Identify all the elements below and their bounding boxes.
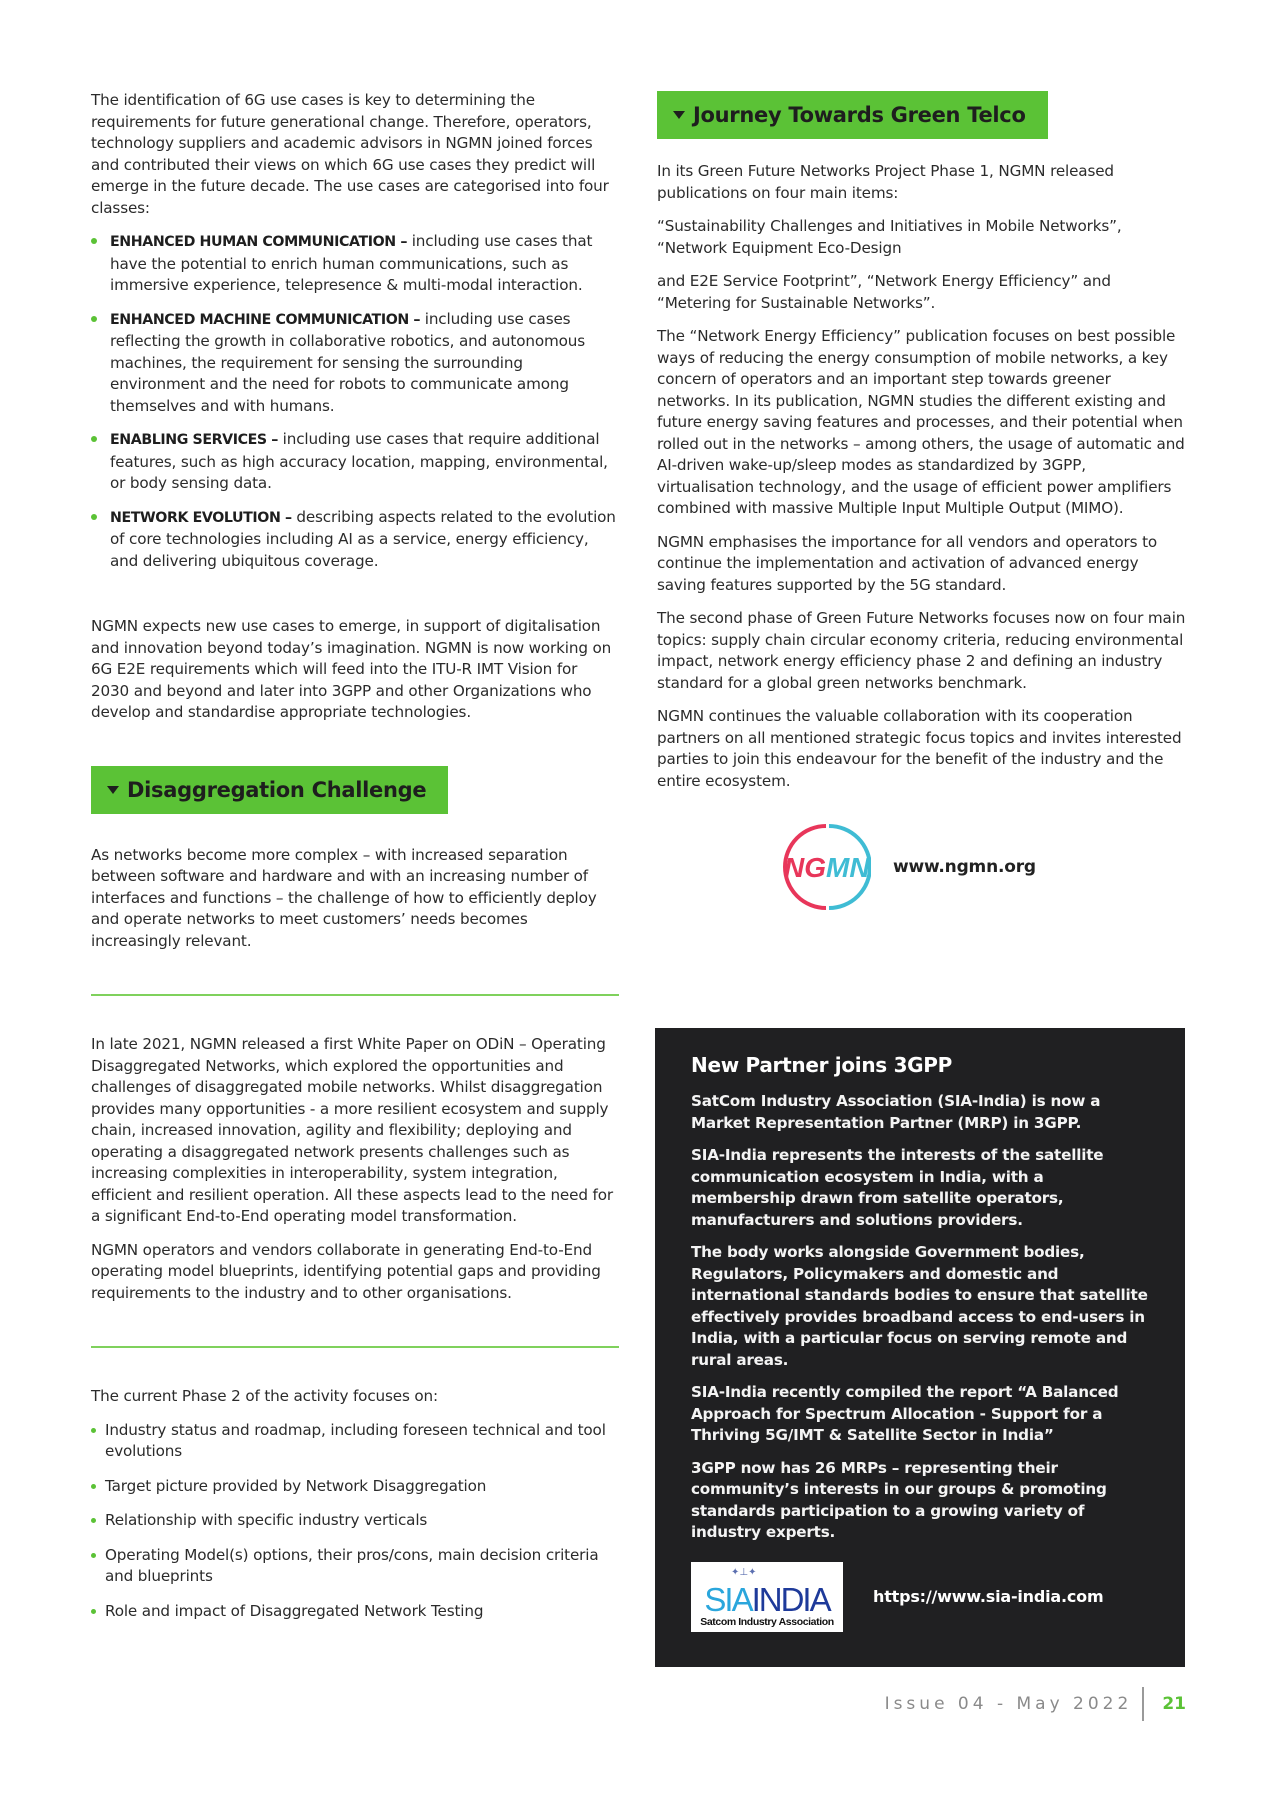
- partner-box: [655, 1028, 1185, 1667]
- caret-down-icon: [673, 111, 685, 119]
- disaggregation-intro: As networks become more complex – with increased separation between software and hardware and with an increasing number of interfaces and functions – the challenge of how to efficiently deploy and operate networks to meet customers’ needs becomes increasingly relevant.: [91, 845, 597, 950]
- list-item: Role and impact of Disaggregated Network Testing: [91, 1601, 619, 1623]
- bullet-icon: [91, 1518, 96, 1523]
- bullet-icon: [91, 238, 97, 244]
- partner-paragraph: The body works alongside Government bodies, Regulators, Policymakers and domestic and international standards bodies to ensure that satellite effectively provides broadband access to end-users in India, with a particular focus on serving remote and rural areas.: [691, 1243, 1148, 1369]
- ngmn-logo: [781, 822, 871, 912]
- green-telco-paragraph: NGMN emphasises the importance for all vendors and operators to continue the implementation and activation of advanced energy saving features supported by the 5G standard.: [657, 532, 1158, 594]
- satellite-icon: ✦⊥✦: [731, 1566, 757, 1578]
- list-item: NETWORK EVOLUTION – describing aspects related to the evolution of core technologies including AI as a service, energy efficiency, and delivering ubiquitous coverage.: [91, 507, 619, 573]
- bullet-icon: [91, 316, 97, 322]
- partner-paragraph: 3GPP now has 26 MRPs – representing their community’s interests in our groups & promoting standards participation to a growing variety of industry experts.: [691, 1458, 1107, 1541]
- phase2-intro: The current Phase 2 of the activity focuses on:: [91, 1387, 438, 1405]
- issue-label: Issue 04 - May 2022: [884, 1694, 1133, 1714]
- list-item: ENABLING SERVICES – including use cases that require additional features, such as high accuracy location, mapping, environmental, or body sensing data.: [91, 429, 619, 495]
- use-case-list: [91, 231, 619, 572]
- collaboration-paragraph: NGMN operators and vendors collaborate in generating End-to-End operating model blueprints, identifying potential gaps and providing requirements to the industry and to other organisations.: [91, 1240, 601, 1302]
- partner-paragraph: SIA-India represents the interests of the satellite communication ecosystem in India, with a membership drawn from satellite operators, manufacturers and solutions providers.: [691, 1146, 1104, 1229]
- ngmn-logo-icon: [781, 822, 871, 912]
- green-telco-paragraph: The second phase of Green Future Networks focuses now on four main topics: supply chain circular economy criteria, reducing environmental impact, network energy efficiency phase 2 and defining an industry standard for a global green networks benchmark.: [657, 609, 1186, 692]
- white-paper-paragraph: In late 2021, NGMN released a first White Paper on ODiN – Operating Disaggregated Networks, which explored the opportunities and challenges of disaggregated mobile networks. Whilst disaggregation provides many opportunities - a more resilient ecosystem and supply chain, increased innovation, agility and flexibility; deploying and operating a disaggregated network presents challenges such as increasing complexities in interoperability, system integration, efficient and resilient operation. All these aspects lead to the need for a significant End-to-End operating model transformation.: [91, 1035, 613, 1225]
- bullet-icon: [91, 1428, 96, 1433]
- section-heading-disaggregation: Disaggregation Challenge: [91, 766, 448, 814]
- page-number: 21: [1162, 1694, 1186, 1714]
- list-item: Relationship with specific industry verticals: [91, 1510, 619, 1532]
- phase2-list: [91, 1420, 619, 1623]
- intro-paragraph: The identification of 6G use cases is key to determining the requirements for future generational change. Therefore, operators, technology suppliers and academic advisors in NGMN joined forces and contributed their views on which 6G use cases they predict will emerge in the future decade. The use cases are categorised into four classes:: [91, 91, 609, 217]
- sia-logo-row: [691, 1562, 1151, 1632]
- page-footer: [885, 1687, 1186, 1721]
- partner-box-title: New Partner joins 3GPP: [691, 1053, 953, 1077]
- footer-divider: [1142, 1687, 1144, 1721]
- caret-down-icon: [107, 786, 119, 794]
- ngmn-logo-mn: MN: [826, 852, 870, 883]
- expectations-paragraph: NGMN expects new use cases to emerge, in support of digitalisation and innovation beyond today’s imagination. NGMN is now working on 6G E2E requirements which will feed into the ITU-R IMT Vision for 2030 and beyond and later into 3GPP and other Organizations who develop and standardise appropriate technologies.: [91, 617, 612, 721]
- bullet-icon: [91, 1609, 96, 1614]
- green-telco-paragraph: In its Green Future Networks Project Phase 1, NGMN released publications on four main items:: [657, 162, 1114, 202]
- ngmn-logo-ng: NG: [784, 852, 826, 883]
- partner-paragraph: SatCom Industry Association (SIA-India) is now a Market Representation Partner (MRP) in 3GPP.: [691, 1092, 1101, 1132]
- list-item: Operating Model(s) options, their pros/cons, main decision criteria and blueprints: [91, 1545, 619, 1588]
- right-column: [657, 91, 1187, 912]
- section-heading-green-telco: Journey Towards Green Telco: [657, 91, 1048, 139]
- green-telco-paragraph: and E2E Service Footprint”, “Network Energy Efficiency” and “Metering for Sustainable Networks”.: [657, 272, 1111, 312]
- green-telco-paragraph: “Sustainability Challenges and Initiatives in Mobile Networks”, “Network Equipment Eco-Design: [657, 217, 1122, 257]
- list-item: ENHANCED MACHINE COMMUNICATION – including use cases reflecting the growth in collaborative robotics, and autonomous machines, the requirement for sensing the surrounding environment and the need for robots to communicate among themselves and with humans.: [91, 309, 619, 418]
- bullet-icon: [91, 436, 97, 442]
- left-column: [91, 90, 619, 1635]
- list-item: ENHANCED HUMAN COMMUNICATION – including use cases that have the potential to enrich human communications, such as immersive experience, telepresence & multi-modal interaction.: [91, 231, 619, 297]
- partner-paragraph: SIA-India recently compiled the report “A Balanced Approach for Spectrum Allocation - Support for a Thriving 5G/IMT & Satellite Sector in India”: [691, 1383, 1119, 1444]
- sia-website-link[interactable]: https://www.sia-india.com: [873, 1587, 1104, 1606]
- bullet-icon: [91, 1484, 96, 1489]
- ngmn-logo-row: [781, 822, 1187, 912]
- bullet-icon: [91, 514, 97, 520]
- bullet-icon: [91, 1553, 96, 1558]
- green-telco-paragraph: The “Network Energy Efficiency” publication focuses on best possible ways of reducing the energy consumption of mobile networks, a key concern of operators and an important step towards greener networks. In its publication, NGMN studies the different existing and future energy saving features and processes, and their potential when rolled out in the networks – among others, the usage of automatic and AI-driven wake-up/sleep modes as standardized by 3GPP, virtualisation technology, and the usage of efficient power amplifiers combined with massive Multiple Input Multiple Output (MIMO).: [657, 327, 1185, 517]
- list-item: Target picture provided by Network Disaggregation: [91, 1476, 619, 1498]
- ngmn-website-link[interactable]: www.ngmn.org: [893, 857, 1036, 877]
- sia-india-logo: ✦⊥✦ SIAINDIA Satcom Industry Association: [691, 1562, 843, 1632]
- list-item: Industry status and roadmap, including foreseen technical and tool evolutions: [91, 1420, 619, 1463]
- green-telco-paragraph: NGMN continues the valuable collaboration with its cooperation partners on all mentioned strategic focus topics and invites interested parties to join this endeavour for the benefit of the industry and the entire ecosystem.: [657, 707, 1182, 790]
